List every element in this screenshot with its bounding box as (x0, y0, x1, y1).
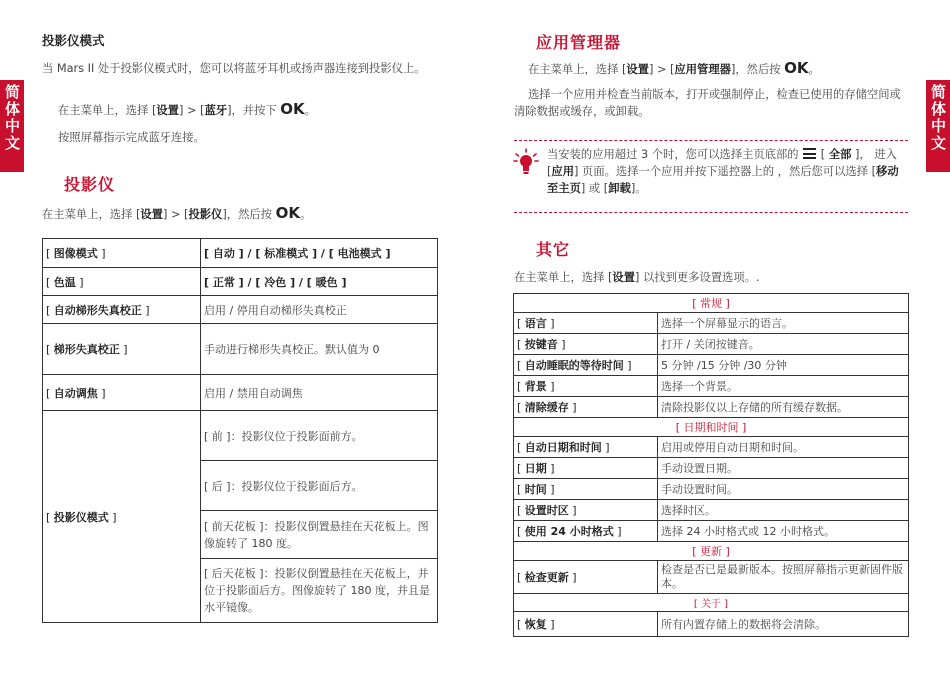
menu-icon (803, 148, 816, 159)
table-row: [ 色温 ] [ 正常 ] / [ 冷色 ] / [ 暖色 ] (43, 268, 438, 296)
table-row: [ 检查更新 ] 检查是否已是最新版本。按照屏幕指示更新固件版本。 (514, 561, 909, 594)
bt-title: 投影仪模式 (42, 33, 105, 48)
table-row: [ 日期 ] 手动设置日期。 (514, 458, 909, 479)
table-row: [ 前天花板 ]：投影仪倒置悬挂在天花板上。图像旋转了 180 度。 (43, 511, 438, 559)
bt-desc: 当 Mars II 处于投影仪模式时，您可以将蓝牙耳机或扬声器连接到投影仪上。 (42, 62, 426, 75)
side-tab-label: 简体中文 (5, 83, 21, 152)
section-header: [ 常规 ] (514, 294, 909, 313)
table-row: [ 时间 ] 手动设置时间。 (514, 479, 909, 500)
projector-table (42, 238, 438, 623)
table-row: [ 后 ]：投影仪位于投影面后方。 (43, 461, 438, 511)
other-title: 其它 (536, 240, 571, 259)
table-row: [ 自动梯形失真校正 ] 启用 / 停用自动梯形失真校正 (43, 296, 438, 324)
section-header: [ 关于 ] (514, 594, 909, 612)
table-row: [ 语言 ] 选择一个屏幕显示的语言。 (514, 313, 909, 334)
tip-divider-bottom (514, 212, 908, 213)
table-row: [ 梯形失真校正 ] 手动进行梯形失真校正。默认值为 0 (43, 324, 438, 375)
side-tab-right (926, 80, 950, 172)
table-row: [ 自动睡眠的等待时间 ] 5 分钟 /15 分钟 /30 分钟 (514, 355, 909, 376)
app-manager-title: 应用管理器 (536, 33, 622, 52)
settings-table (513, 293, 909, 637)
table-row: [ 自动调焦 ] 启用 / 禁用自动调焦 (43, 375, 438, 411)
table-row: [ 设置时区 ] 选择时区。 (514, 500, 909, 521)
bt-instruction: 在主菜单上，选择 [设置] > [蓝牙]，并按下 OK。 (58, 100, 316, 118)
table-row: [ 图像模式 ] [ 自动 ] / [ 标准模式 ] / [ 电池模式 ] (43, 239, 438, 268)
side-tab-left (0, 80, 24, 172)
other-instruction: 在主菜单上，选择 [设置] 以找到更多设置选项。. (514, 271, 760, 284)
app-desc: 选择一个应用并检查当前版本，打开或强制停止，检查已使用的存储空间或清除数据或缓存，或卸载。 (514, 88, 901, 118)
ok-button-icon: OK (275, 204, 300, 222)
table-row: [ 自动日期和时间 ] 启用或停用自动日期和时间。 (514, 437, 909, 458)
bt-follow: 按照屏幕指示完成蓝牙连接。 (58, 131, 205, 144)
proj-title: 投影仪 (64, 175, 116, 194)
tip-divider-top (514, 140, 908, 141)
lightbulb-icon (513, 148, 539, 180)
table-row: [ 清除缓存 ] 清除投影仪以上存储的所有缓存数据。 (514, 397, 909, 418)
ok-button-icon: OK (280, 100, 305, 118)
table-row: [ 恢复 ] 所有内置存储上的数据将会清除。 (514, 612, 909, 637)
section-header: [ 日期和时间 ] (514, 418, 909, 437)
proj-instruction: 在主菜单上，选择 [设置] > [投影仪]，然后按 OK。 (42, 204, 312, 222)
table-row: [ 后天花板 ]：投影仪倒置悬挂在天花板上，并位于投影面后方。图像旋转了 180 度，并且是水平镜像。 (43, 559, 438, 623)
table-row: [ 按键音 ] 打开 / 关闭按键音。 (514, 334, 909, 355)
table-row: [ 使用 24 小时格式 ] 选择 24 小时格式或 12 小时格式。 (514, 521, 909, 542)
ok-button-icon: OK (784, 59, 809, 77)
app-instruction: 在主菜单上，选择 [设置] > [应用管理器]，然后按 OK。 (528, 59, 820, 77)
side-tab-label: 简体中文 (931, 83, 947, 152)
table-row: [ 投影仪模式 ] [ 前 ]：投影仪位于投影面前方。 (43, 411, 438, 461)
table-row: [ 背景 ] 选择一个背景。 (514, 376, 909, 397)
tip-text: 当安装的应用超过 3 个时，您可以选择主页底部的 [ 全部 ]， 进入 [应用] 页面。选择一个应用并按下遥控器上的 ，然后您可以选择 [移动至主页] 或 [卸载]。 (547, 148, 899, 195)
section-header: [ 更新 ] (514, 542, 909, 561)
